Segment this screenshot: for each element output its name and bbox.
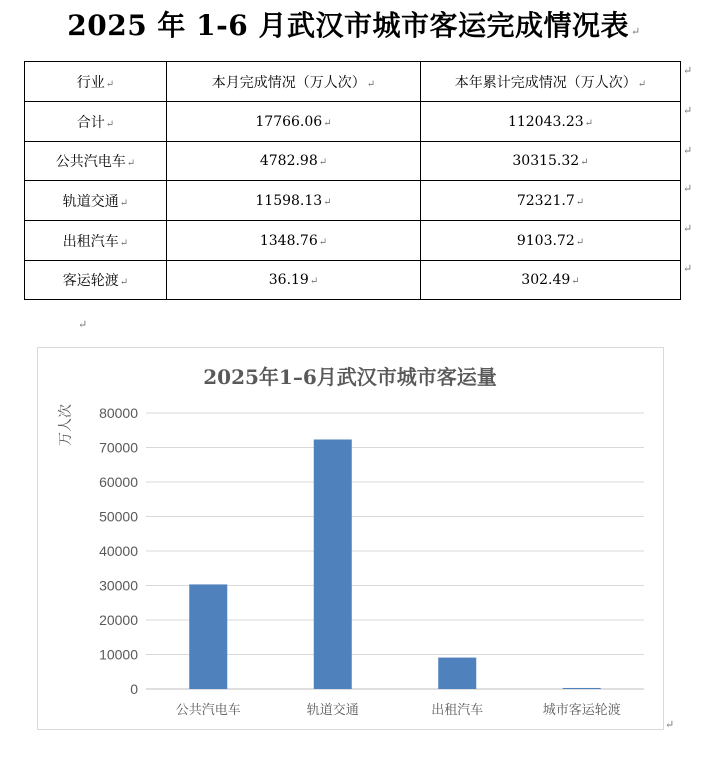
x-tick-label: 公共汽电车 xyxy=(175,703,241,718)
value-cell xyxy=(421,142,681,181)
cell-paragraph-mark: ↵ xyxy=(119,197,129,209)
cell-paragraph-mark: ↵ xyxy=(318,157,328,168)
y-tick-label: 50000 xyxy=(99,508,138,525)
value-cell xyxy=(421,261,681,300)
cell-text: 轨道交通 xyxy=(62,193,119,210)
table-row xyxy=(25,261,681,300)
cell-paragraph-mark: ↵ xyxy=(105,78,115,90)
cell-paragraph-mark: ↵ xyxy=(575,236,585,248)
x-tick-label: 城市客运轮渡 xyxy=(542,703,621,718)
cell-text: 9103.72 xyxy=(516,232,575,249)
row-end-mark: ↵ xyxy=(683,262,693,275)
cell-text: 行业 xyxy=(76,74,105,91)
cell-paragraph-mark: ↵ xyxy=(105,118,115,130)
row-end-mark: ↵ xyxy=(683,222,693,235)
y-tick-label: 0 xyxy=(130,681,138,697)
value-cell xyxy=(421,181,681,221)
row-end-mark: ↵ xyxy=(683,104,693,117)
passenger-stats-table xyxy=(24,61,681,300)
cell-text: 合计 xyxy=(76,114,105,131)
cell-text: 本月完成情况（万人次） xyxy=(211,74,366,91)
cell-text: 11598.13 xyxy=(255,192,323,209)
cell-paragraph-mark: ↵ xyxy=(571,276,580,287)
cell-paragraph-mark: ↵ xyxy=(126,158,136,169)
y-tick-label: 80000 xyxy=(99,405,138,421)
cell-text: 17766.06 xyxy=(255,113,323,130)
cell-paragraph-mark: ↵ xyxy=(309,276,319,287)
header-cell xyxy=(421,62,681,102)
cell-text: 302.49 xyxy=(521,272,571,288)
cell-paragraph-mark: ↵ xyxy=(119,277,129,288)
cell-text: 本年累计完成情况（万人次） xyxy=(454,74,637,91)
chart-canvas xyxy=(38,348,663,729)
cell-paragraph-mark: ↵ xyxy=(366,78,376,90)
bar xyxy=(189,584,227,689)
cell-paragraph-mark: ↵ xyxy=(584,117,594,129)
x-tick-label: 轨道交通 xyxy=(306,703,359,718)
cell-paragraph-mark: ↵ xyxy=(580,157,589,168)
bar xyxy=(563,688,601,689)
chart-title: 2025年1–6月武汉市城市客运量 xyxy=(203,365,497,389)
header-cell xyxy=(167,62,421,102)
cell-text: 公共汽电车 xyxy=(55,154,126,170)
bar xyxy=(314,439,352,689)
value-cell xyxy=(167,181,421,221)
paragraph-mark: ↵ xyxy=(665,718,675,731)
value-cell xyxy=(421,102,681,142)
category-cell xyxy=(25,142,167,181)
y-tick-label: 70000 xyxy=(99,439,138,456)
cell-text: 1348.76 xyxy=(259,232,318,249)
y-tick-label: 20000 xyxy=(99,612,138,628)
cell-paragraph-mark: ↵ xyxy=(323,196,332,208)
row-end-mark: ↵ xyxy=(683,144,693,157)
cell-paragraph-mark: ↵ xyxy=(323,117,332,129)
cell-text: 72321.7 xyxy=(516,192,575,209)
row-end-mark: ↵ xyxy=(683,64,693,77)
cell-text: 30315.32 xyxy=(512,153,580,169)
category-cell xyxy=(25,181,167,221)
cell-text: 客运轮渡 xyxy=(62,273,119,289)
table-row xyxy=(25,102,681,142)
cell-paragraph-mark: ↵ xyxy=(637,78,647,90)
cell-paragraph-mark: ↵ xyxy=(575,196,585,208)
bar xyxy=(438,658,476,689)
value-cell xyxy=(421,221,681,261)
paragraph-mark: ↵ xyxy=(78,318,88,331)
table-header-row xyxy=(25,62,681,102)
y-tick-label: 10000 xyxy=(99,646,138,663)
cell-paragraph-mark: ↵ xyxy=(119,237,129,249)
table-row xyxy=(25,181,681,221)
cell-text: 4782.98 xyxy=(259,153,318,169)
y-axis-label: 万人次 xyxy=(58,404,74,446)
document-title: 2025 年 1-6 月武汉市城市客运完成情况表 ↵ xyxy=(67,9,641,42)
value-cell xyxy=(167,221,421,261)
y-tick-label: 60000 xyxy=(99,474,138,490)
cell-text: 112043.23 xyxy=(507,113,584,130)
x-tick-label: 出租汽车 xyxy=(431,703,484,718)
row-end-mark: ↵ xyxy=(683,182,693,195)
y-tick-label: 30000 xyxy=(99,577,138,594)
y-tick-label: 40000 xyxy=(99,543,138,559)
value-cell xyxy=(167,261,421,300)
cell-text: 36.19 xyxy=(268,272,309,288)
category-cell xyxy=(25,102,167,142)
category-cell xyxy=(25,261,167,300)
header-cell xyxy=(25,62,167,102)
value-cell xyxy=(167,102,421,142)
category-cell xyxy=(25,221,167,261)
cell-paragraph-mark: ↵ xyxy=(318,236,328,248)
cell-text: 出租汽车 xyxy=(62,233,119,250)
value-cell xyxy=(167,142,421,181)
table-row xyxy=(25,142,681,181)
table-row xyxy=(25,221,681,261)
passenger-volume-chart xyxy=(37,347,664,730)
